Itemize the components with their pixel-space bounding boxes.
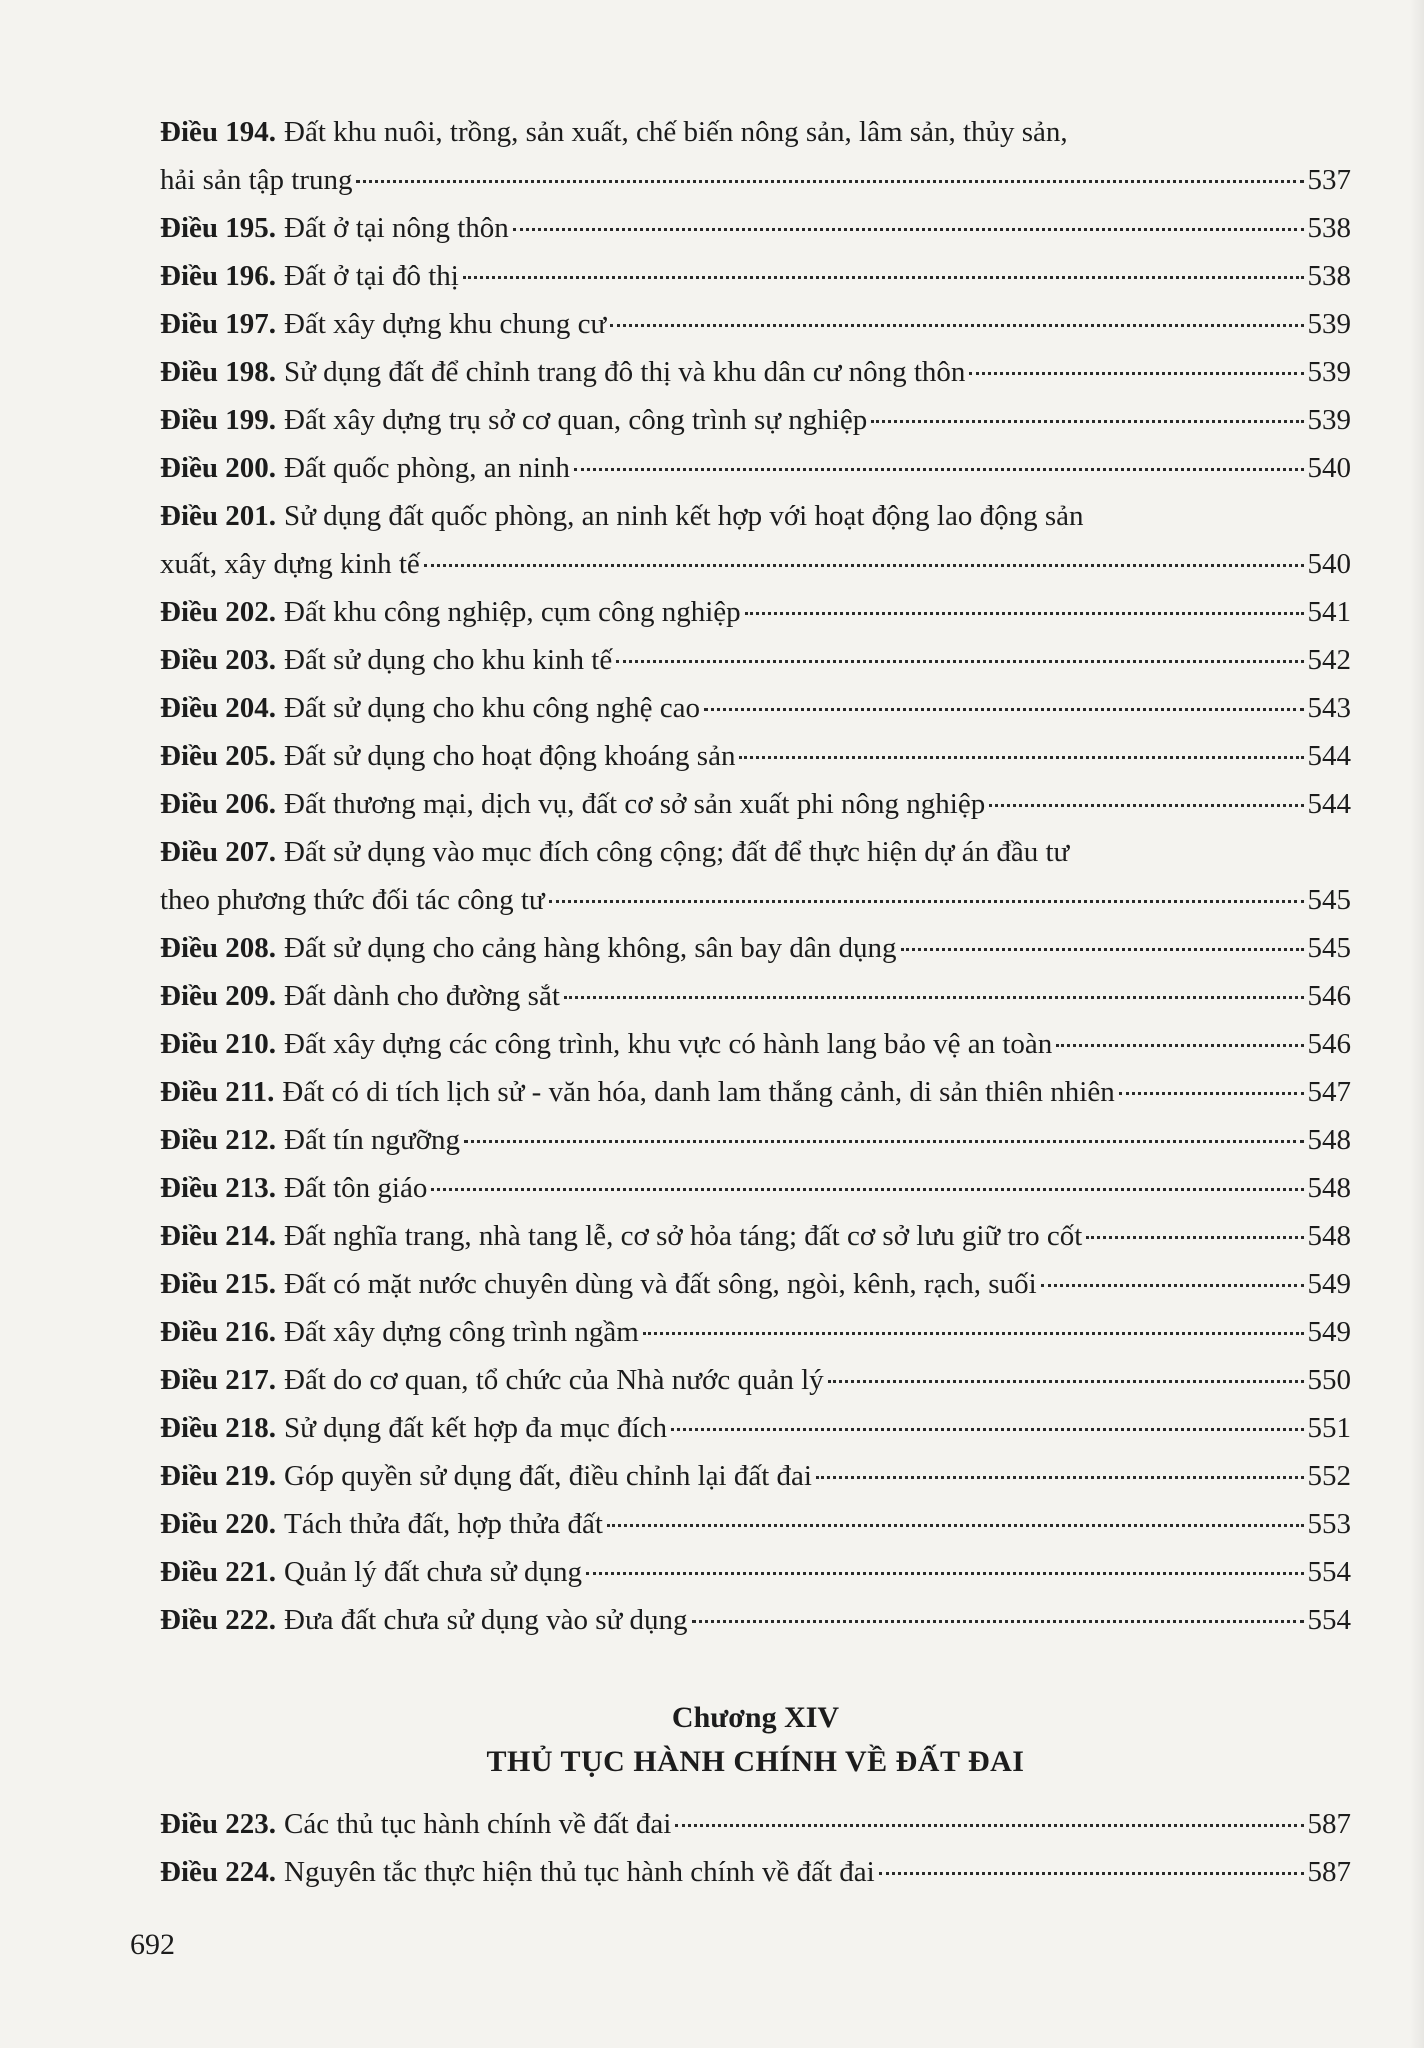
toc-page-number: 540: [1307, 452, 1351, 484]
dot-leader: [431, 1187, 1303, 1191]
toc-entry: [160, 1404, 1351, 1452]
dot-leader: [989, 803, 1303, 807]
article-number: Điều 220.: [160, 1508, 276, 1540]
dot-leader: [463, 275, 1304, 279]
toc-page-number: 546: [1307, 1028, 1351, 1060]
toc-entries-after: [160, 1800, 1351, 1896]
toc-entry: [160, 1212, 1351, 1260]
toc-entry: [160, 1356, 1351, 1404]
dot-leader: [564, 995, 1304, 999]
article-number: Điều 210.: [160, 1028, 276, 1060]
toc-page-number: 545: [1307, 932, 1351, 964]
toc-page-number: 545: [1307, 884, 1351, 916]
article-title: hải sản tập trung: [160, 164, 353, 196]
dot-leader: [1119, 1091, 1304, 1095]
article-number: Điều 203.: [160, 644, 276, 676]
toc-page-number: 539: [1307, 308, 1351, 340]
dot-leader: [879, 1871, 1304, 1875]
article-number: Điều 195.: [160, 212, 276, 244]
toc-entry: [160, 732, 1351, 780]
article-number: Điều 215.: [160, 1268, 276, 1300]
toc-page-number: 587: [1307, 1856, 1351, 1888]
dot-leader: [816, 1475, 1304, 1479]
dot-leader: [745, 611, 1304, 615]
article-title: Các thủ tục hành chính về đất đai: [284, 1808, 672, 1840]
dot-leader: [607, 1523, 1304, 1527]
article-title: Đất thương mại, dịch vụ, đất cơ sở sản xuất phi nông nghiệp: [284, 788, 986, 820]
article-number: Điều 200.: [160, 452, 276, 484]
article-title-line1: Sử dụng đất quốc phòng, an ninh kết hợp với hoạt động lao động sản: [284, 500, 1084, 532]
toc-entry: [160, 1308, 1351, 1356]
article-title: Đất do cơ quan, tổ chức của Nhà nước quản lý: [284, 1364, 824, 1396]
toc-entry: [160, 108, 1351, 204]
toc-entry: [160, 1068, 1351, 1116]
dot-leader: [871, 419, 1303, 423]
dot-leader: [549, 899, 1304, 903]
article-number: Điều 213.: [160, 1172, 276, 1204]
article-number: Điều 206.: [160, 788, 276, 820]
dot-leader: [513, 227, 1304, 231]
article-number: Điều 214.: [160, 1220, 276, 1252]
article-number: Điều 219.: [160, 1460, 276, 1492]
article-number: Điều 199.: [160, 404, 276, 436]
article-title: Đất có di tích lịch sử - văn hóa, danh lam thắng cảnh, di sản thiên nhiên: [282, 1076, 1115, 1108]
page-edge-shadow: [1410, 0, 1424, 2048]
toc-page-number: 554: [1307, 1604, 1351, 1636]
toc-entry: [160, 1260, 1351, 1308]
dot-leader: [464, 1139, 1303, 1143]
article-number: Điều 205.: [160, 740, 276, 772]
toc-page-number: 538: [1307, 260, 1351, 292]
toc-page-number: 541: [1307, 596, 1351, 628]
toc-page-number: 544: [1307, 740, 1351, 772]
article-number: Điều 194.: [160, 116, 276, 148]
toc-page-number: 548: [1307, 1172, 1351, 1204]
article-number: Điều 196.: [160, 260, 276, 292]
chapter-title: THỦ TỤC HÀNH CHÍNH VỀ ĐẤT ĐAI: [486, 1745, 1025, 1778]
toc-entry: [160, 684, 1351, 732]
dot-leader: [692, 1619, 1304, 1623]
toc-entry: [160, 636, 1351, 684]
chapter-label: Chương XIV: [671, 1701, 840, 1734]
toc-page-number: 539: [1307, 404, 1351, 436]
dot-leader: [424, 563, 1304, 567]
article-title: Đất tín ngưỡng: [284, 1124, 461, 1156]
article-title-line1: Đất khu nuôi, trồng, sản xuất, chế biến nông sản, lâm sản, thủy sản,: [284, 116, 1068, 148]
toc-page-number: 543: [1307, 692, 1351, 724]
article-title: Quản lý đất chưa sử dụng: [284, 1556, 583, 1588]
dot-leader: [1056, 1043, 1303, 1047]
article-number: Điều 223.: [160, 1808, 276, 1840]
dot-leader: [901, 947, 1304, 951]
toc-entry: [160, 444, 1351, 492]
article-title: Đất sử dụng cho hoạt động khoáng sản: [284, 740, 736, 772]
article-number: Điều 197.: [160, 308, 276, 340]
toc-entry: [160, 972, 1351, 1020]
toc-entry: [160, 1020, 1351, 1068]
dot-leader: [574, 467, 1304, 471]
toc-page-number: 547: [1307, 1076, 1351, 1108]
article-title: Đất có mặt nước chuyên dùng và đất sông, ngòi, kênh, rạch, suối: [284, 1268, 1037, 1300]
toc-page-number: 544: [1307, 788, 1351, 820]
article-number: Điều 224.: [160, 1856, 276, 1888]
dot-leader: [1086, 1235, 1303, 1239]
toc-entry: [160, 780, 1351, 828]
article-number: Điều 198.: [160, 356, 276, 388]
toc-page-number: 538: [1307, 212, 1351, 244]
toc-entry: [160, 396, 1351, 444]
article-title-line1: Đất sử dụng vào mục đích công cộng; đất để thực hiện dự án đầu tư: [284, 836, 1070, 868]
dot-leader: [828, 1379, 1304, 1383]
dot-leader: [356, 179, 1303, 183]
toc-entry: [160, 1500, 1351, 1548]
article-title: Đất dành cho đường sắt: [284, 980, 560, 1012]
dot-leader: [1041, 1283, 1304, 1287]
toc-entry-first-line: [160, 828, 1351, 876]
toc-page-number: 554: [1307, 1556, 1351, 1588]
article-number: Điều 222.: [160, 1604, 276, 1636]
article-number: Điều 202.: [160, 596, 276, 628]
toc-entry: [160, 828, 1351, 924]
toc-page-number: 548: [1307, 1124, 1351, 1156]
article-title: theo phương thức đối tác công tư: [160, 884, 545, 916]
toc-entry: [160, 1596, 1351, 1644]
toc-entry: [160, 1116, 1351, 1164]
article-title: xuất, xây dựng kinh tế: [160, 548, 420, 580]
toc-entry: [160, 300, 1351, 348]
dot-leader: [643, 1331, 1304, 1335]
toc-page-number: 587: [1307, 1808, 1351, 1840]
article-number: Điều 217.: [160, 1364, 276, 1396]
article-title: Đất sử dụng cho cảng hàng không, sân bay dân dụng: [284, 932, 897, 964]
article-title: Đưa đất chưa sử dụng vào sử dụng: [284, 1604, 688, 1636]
toc-page-number: 542: [1307, 644, 1351, 676]
toc-entry: [160, 492, 1351, 588]
article-title: Đất ở tại đô thị: [284, 260, 459, 292]
article-title: Đất xây dựng công trình ngầm: [284, 1316, 639, 1348]
toc-page-number: 551: [1307, 1412, 1351, 1444]
article-number: Điều 211.: [160, 1076, 275, 1108]
toc-entry: [160, 1848, 1351, 1896]
article-title: Đất sử dụng cho khu kinh tế: [284, 644, 613, 676]
dot-leader: [610, 323, 1303, 327]
toc-entry: [160, 348, 1351, 396]
toc-entries-before: [160, 108, 1351, 1644]
toc-entry: [160, 204, 1351, 252]
toc-entry: [160, 252, 1351, 300]
article-title: Đất ở tại nông thôn: [284, 212, 509, 244]
toc-entry-first-line: [160, 108, 1351, 156]
article-number: Điều 208.: [160, 932, 276, 964]
toc-page-number: 539: [1307, 356, 1351, 388]
article-title: Tách thửa đất, hợp thửa đất: [284, 1508, 603, 1540]
toc-page-number: 540: [1307, 548, 1351, 580]
article-title: Đất nghĩa trang, nhà tang lễ, cơ sở hỏa táng; đất cơ sở lưu giữ tro cốt: [284, 1220, 1083, 1252]
page-number: 692: [130, 1928, 175, 1961]
article-number: Điều 221.: [160, 1556, 276, 1588]
toc-entry: [160, 1164, 1351, 1212]
article-title: Góp quyền sử dụng đất, điều chỉnh lại đất đai: [284, 1460, 812, 1492]
toc-entry-first-line: [160, 492, 1351, 540]
toc-page-number: 537: [1307, 164, 1351, 196]
toc-page-number: 549: [1307, 1268, 1351, 1300]
article-title: Đất tôn giáo: [284, 1172, 428, 1204]
dot-leader: [704, 707, 1304, 711]
article-title: Đất xây dựng các công trình, khu vực có hành lang bảo vệ an toàn: [284, 1028, 1053, 1060]
toc-page-number: 549: [1307, 1316, 1351, 1348]
article-number: Điều 207.: [160, 836, 276, 868]
article-title: Đất xây dựng khu chung cư: [284, 308, 607, 340]
article-number: Điều 216.: [160, 1316, 276, 1348]
article-title: Nguyên tắc thực hiện thủ tục hành chính về đất đai: [284, 1856, 875, 1888]
article-number: Điều 209.: [160, 980, 276, 1012]
article-number: Điều 212.: [160, 1124, 276, 1156]
article-title: Sử dụng đất kết hợp đa mục đích: [284, 1412, 668, 1444]
dot-leader: [739, 755, 1303, 759]
dot-leader: [616, 659, 1303, 663]
dot-leader: [671, 1427, 1303, 1431]
toc-page-number: 550: [1307, 1364, 1351, 1396]
article-title: Đất xây dựng trụ sở cơ quan, công trình sự nghiệp: [284, 404, 868, 436]
article-title: Đất sử dụng cho khu công nghệ cao: [284, 692, 700, 724]
dot-leader: [675, 1823, 1303, 1827]
toc-entry: [160, 1452, 1351, 1500]
toc-entry: [160, 924, 1351, 972]
article-number: Điều 201.: [160, 500, 276, 532]
toc-page-number: 552: [1307, 1460, 1351, 1492]
toc-page-number: 548: [1307, 1220, 1351, 1252]
toc-page-number: 546: [1307, 980, 1351, 1012]
toc-entry: [160, 588, 1351, 636]
article-number: Điều 204.: [160, 692, 276, 724]
toc-entry: [160, 1800, 1351, 1848]
article-number: Điều 218.: [160, 1412, 276, 1444]
article-title: Đất khu công nghiệp, cụm công nghiệp: [284, 596, 741, 628]
toc-entry: [160, 1548, 1351, 1596]
toc-page-number: 553: [1307, 1508, 1351, 1540]
table-of-contents: [160, 108, 1351, 1896]
dot-leader: [586, 1571, 1303, 1575]
dot-leader: [969, 371, 1303, 375]
article-title: Sử dụng đất để chỉnh trang đô thị và khu dân cư nông thôn: [284, 356, 966, 388]
article-title: Đất quốc phòng, an ninh: [284, 452, 570, 484]
